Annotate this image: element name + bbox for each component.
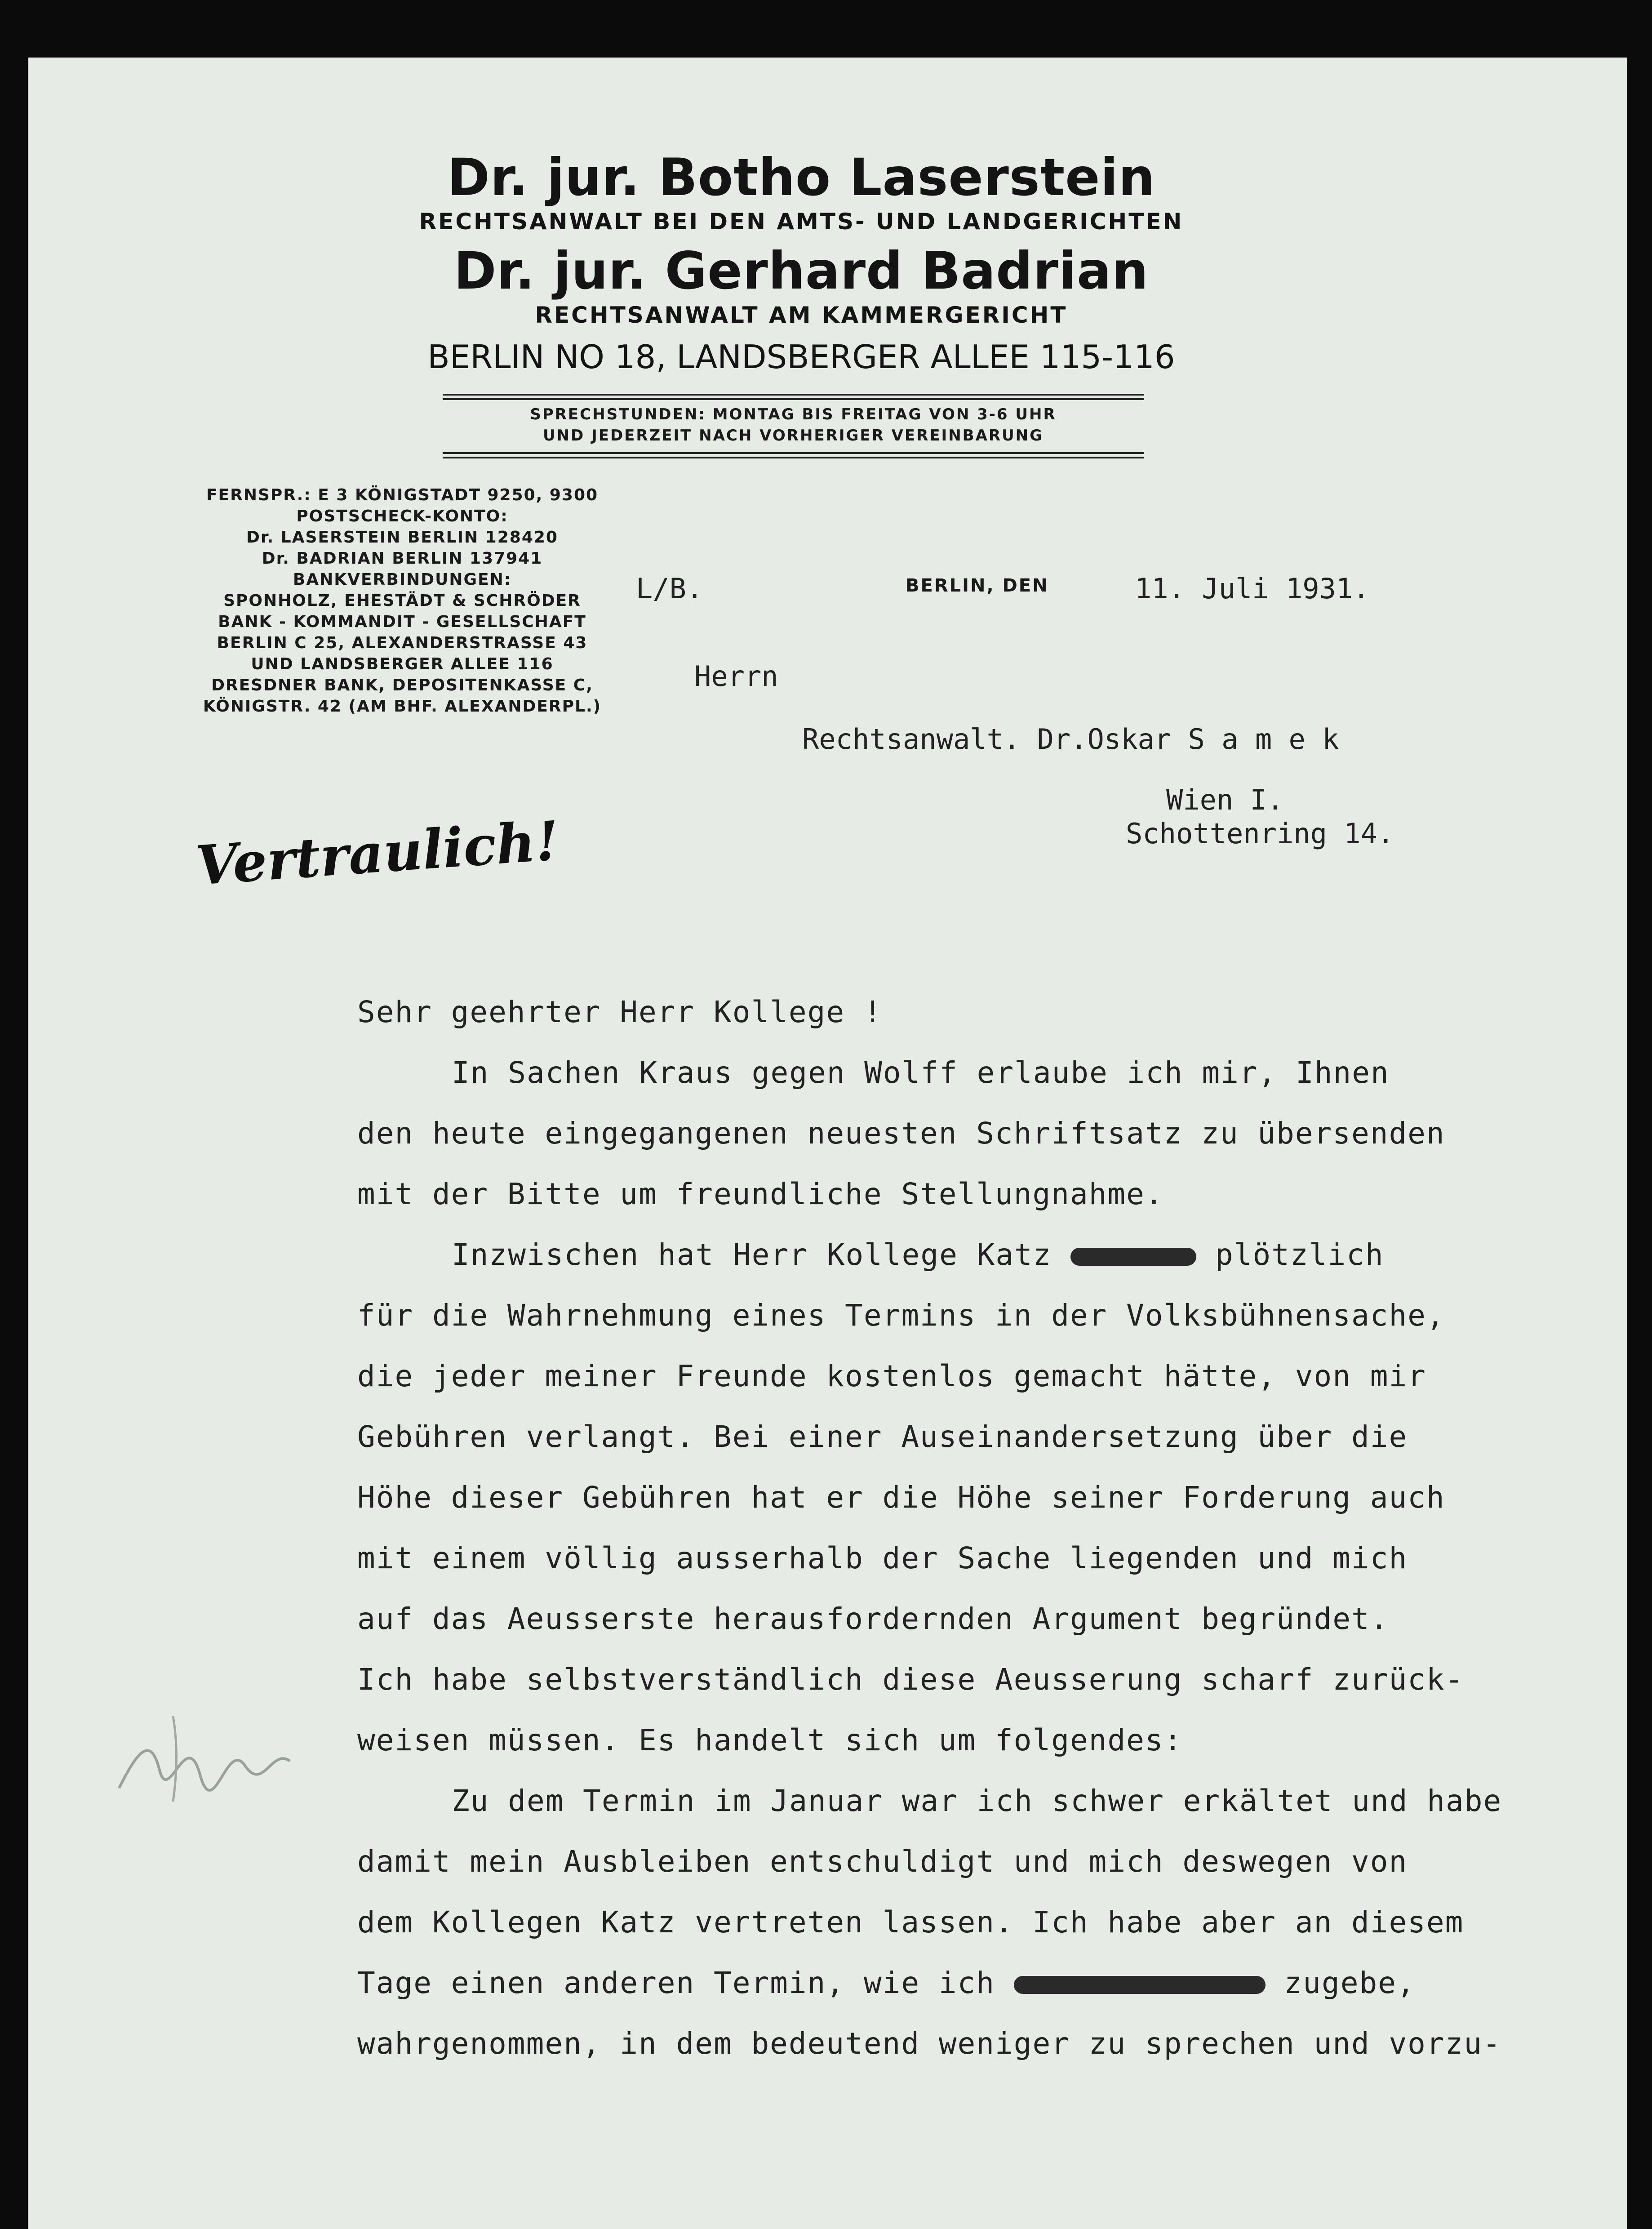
- letter-line: In Sachen Kraus gegen Wolff erlaube ich mir, Ihnen: [452, 1055, 1390, 1090]
- letter-line: mit einem völlig ausserhalb der Sache liegenden und mich: [357, 1541, 1408, 1575]
- struck-out-word: [1014, 1976, 1266, 1994]
- margin-signature: [110, 1698, 299, 1815]
- divider-top: [443, 394, 1144, 396]
- letter-line: damit mein Ausbleiben entschuldigt und mich deswegen von: [357, 1844, 1408, 1879]
- contact-line: FERNSPR.: E 3 KÖNIGSTADT 9250, 9300: [206, 486, 599, 504]
- letter-line-part: plötzlich: [1215, 1237, 1384, 1272]
- letter-line: die jeder meiner Freunde kostenlos gemacht hätte, von mir: [357, 1359, 1426, 1393]
- contact-line: KÖNIGSTR. 42 (AM BHF. ALEXANDERPL.): [203, 697, 602, 716]
- office-hours-line2: UND JEDERZEIT NACH VORHERIGER VEREINBARUNG: [542, 427, 1044, 445]
- letter-date: 11. Juli 1931.: [1135, 572, 1370, 605]
- letter-line: [452, 1237, 1384, 1272]
- contact-bank-details: [133, 485, 672, 717]
- contact-line: Dr. BADRIAN BERLIN 137941: [262, 549, 543, 568]
- letter-line: mit der Bitte um freundliche Stellungnahme.: [357, 1177, 1164, 1211]
- letter-line: dem Kollegen Katz vertreten lassen. Ich habe aber an diesem: [357, 1905, 1464, 1940]
- letter-line: den heute eingegangenen neuesten Schriftsatz zu übersenden: [357, 1116, 1445, 1151]
- letterhead-title-badrian: RECHTSANWALT AM KAMMERGERICHT: [535, 302, 1068, 328]
- city-date-label: BERLIN, DEN: [906, 575, 1049, 596]
- letter-line: weisen müssen. Es handelt sich um folgendes:: [357, 1723, 1183, 1757]
- contact-line: SPONHOLZ, EHESTÄDT & SCHRÖDER: [223, 592, 581, 610]
- letter-line-part: zugebe,: [1284, 1966, 1416, 2000]
- reference-code: L/B.: [636, 572, 703, 605]
- recipient-name: Rechtsanwalt. Dr.Oskar S a m e k: [802, 723, 1339, 756]
- contact-line: BERLIN C 25, ALEXANDERSTRASSE 43: [217, 634, 588, 652]
- handwritten-note: Vertraulich!: [194, 809, 561, 898]
- letter-line-part: Inzwischen hat Herr Kollege Katz: [452, 1237, 1052, 1272]
- letterhead-name-badrian: Dr. jur. Gerhard Badrian: [453, 241, 1149, 301]
- struck-out-word: [1070, 1248, 1196, 1266]
- contact-line: Dr. LASERSTEIN BERLIN 128420: [246, 528, 558, 547]
- letter-line: Gebühren verlangt. Bei einer Auseinandersetzung über die: [357, 1419, 1408, 1454]
- contact-line: DRESDNER BANK, DEPOSITENKASSE C,: [211, 676, 593, 694]
- recipient-salutation: Herrn: [694, 660, 778, 693]
- letter-line: Ich habe selbstverständlich diese Aeusserung scharf zurück-: [357, 1662, 1464, 1697]
- letterhead-title-laserstein: RECHTSANWALT BEI DEN AMTS- UND LANDGERICHTEN: [419, 209, 1184, 235]
- letter-line: Höhe dieser Gebühren hat er die Höhe seiner Forderung auch: [357, 1480, 1445, 1515]
- divider-bottom: [443, 452, 1144, 454]
- letterhead-address: BERLIN NO 18, LANDSBERGER ALLEE 115-116: [427, 338, 1175, 376]
- letter-line: [357, 1966, 1416, 2000]
- contact-line: POSTSCHECK-KONTO:: [296, 507, 508, 525]
- letter-line: auf das Aeusserste herausfordernden Argument begründet.: [357, 1602, 1389, 1636]
- recipient-city: Wien I.: [1166, 783, 1284, 816]
- letterhead-name-laserstein: Dr. jur. Botho Laserstein: [447, 147, 1155, 207]
- contact-line: BANKVERBINDUNGEN:: [293, 570, 512, 589]
- divider-bottom-double: [443, 457, 1144, 458]
- letter-greeting: Sehr geehrter Herr Kollege !: [357, 995, 883, 1029]
- letter-line: Zu dem Termin im Januar war ich schwer erkältet und habe: [452, 1784, 1502, 1818]
- contact-line: UND LANDSBERGER ALLEE 116: [251, 655, 554, 673]
- office-hours-line1: SPRECHSTUNDEN: MONTAG BIS FREITAG VON 3-6 UHR: [530, 405, 1057, 423]
- letter-line-part: Tage einen anderen Termin, wie ich: [357, 1966, 995, 2000]
- divider-top-double: [443, 398, 1144, 400]
- letter-line: für die Wahrnehmung eines Termins in der Volksbühnensache,: [357, 1298, 1445, 1333]
- contact-line: BANK - KOMMANDIT - GESELLSCHAFT: [218, 613, 586, 631]
- recipient-street: Schottenring 14.: [1126, 817, 1394, 850]
- letter-page: [28, 58, 1627, 2229]
- letter-line: wahrgenommen, in dem bedeutend weniger zu sprechen und vorzu-: [357, 2026, 1501, 2061]
